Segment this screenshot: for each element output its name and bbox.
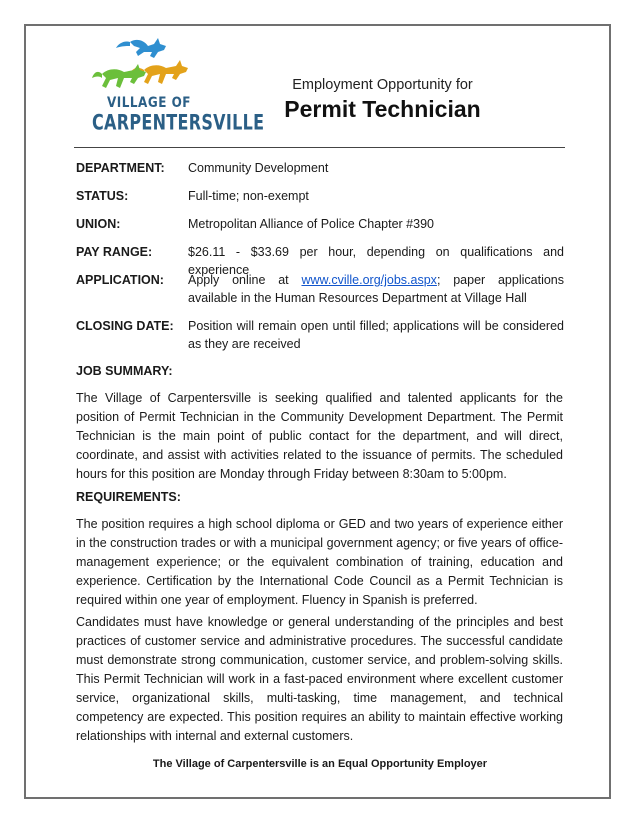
application-prefix: Apply online at (188, 273, 302, 287)
header-subtitle: Employment Opportunity for (292, 77, 473, 93)
detail-value (188, 271, 564, 307)
job-summary-heading: JOB SUMMARY: (76, 364, 173, 378)
detail-value: Position will remain open until filled; applications will be considered as they are received (188, 319, 564, 351)
logo-line-carpentersville: CARPENTERSVILLE (92, 109, 265, 136)
detail-label: CLOSING DATE: (76, 319, 174, 333)
logo-line-village-of: VILLAGE OF (107, 93, 191, 111)
blue-fox-icon (116, 38, 166, 58)
detail-label: UNION: (76, 217, 121, 231)
equal-opportunity-footer: The Village of Carpentersville is an Equal Opportunity Employer (152, 758, 488, 770)
requirements-heading: REQUIREMENTS: (76, 490, 181, 504)
requirements-paragraph-2: Candidates must have knowledge or general understanding of the principles and best practices of customer service and administrative procedures. The successful candidate must demonstrate strong communication, customer service, and problem-solving skills. This Permit Technician will work in a fast-paced environment where excellent customer service, organizational skills, multi-tasking, time management, and technical competency are expected. This position requires an ability to maintain effective working relationships with internal and external customers. (76, 615, 563, 743)
detail-label: DEPARTMENT: (76, 161, 165, 175)
logo-wordmark (92, 93, 265, 136)
detail-label: APPLICATION: (76, 273, 164, 287)
detail-value: Metropolitan Alliance of Police Chapter #390 (188, 217, 434, 231)
detail-value: $26.11 - $33.69 per hour, depending on qualifications and experience (188, 245, 564, 277)
requirements-paragraph-1: The position requires a high school diploma or GED and two years of experience either in the construction trades or with a municipal government agency; or five years of office-management experience; or the equivalent combination of training, education and experience. Certification by the International Code Council as a Permit Technician is required within one year of employment. Fluency in Spanish is preferred. (76, 517, 563, 607)
green-fox-icon (92, 64, 146, 88)
header-divider (74, 147, 565, 148)
detail-label: PAY RANGE: (76, 245, 153, 259)
detail-label: STATUS: (76, 189, 129, 203)
detail-value: Full-time; non-exempt (188, 189, 309, 203)
jobs-link[interactable]: www.cville.org/jobs.aspx (301, 273, 437, 287)
page-title: Permit Technician (284, 96, 481, 122)
job-summary-text: The Village of Carpentersville is seeking qualified and talented applicants for the position of Permit Technician in the Community Development Department. The Permit Technician is the main point of public contact for the department, and will direct, coordinate, and assist with activities related to the issuance of permits. The scheduled hours for this position are Monday through Friday between 8:30am to 5:00pm. (76, 391, 563, 481)
application-suffix: ; paper applications available in the Human Resources Department at Village Hall (188, 273, 564, 305)
detail-value: Community Development (188, 161, 329, 175)
